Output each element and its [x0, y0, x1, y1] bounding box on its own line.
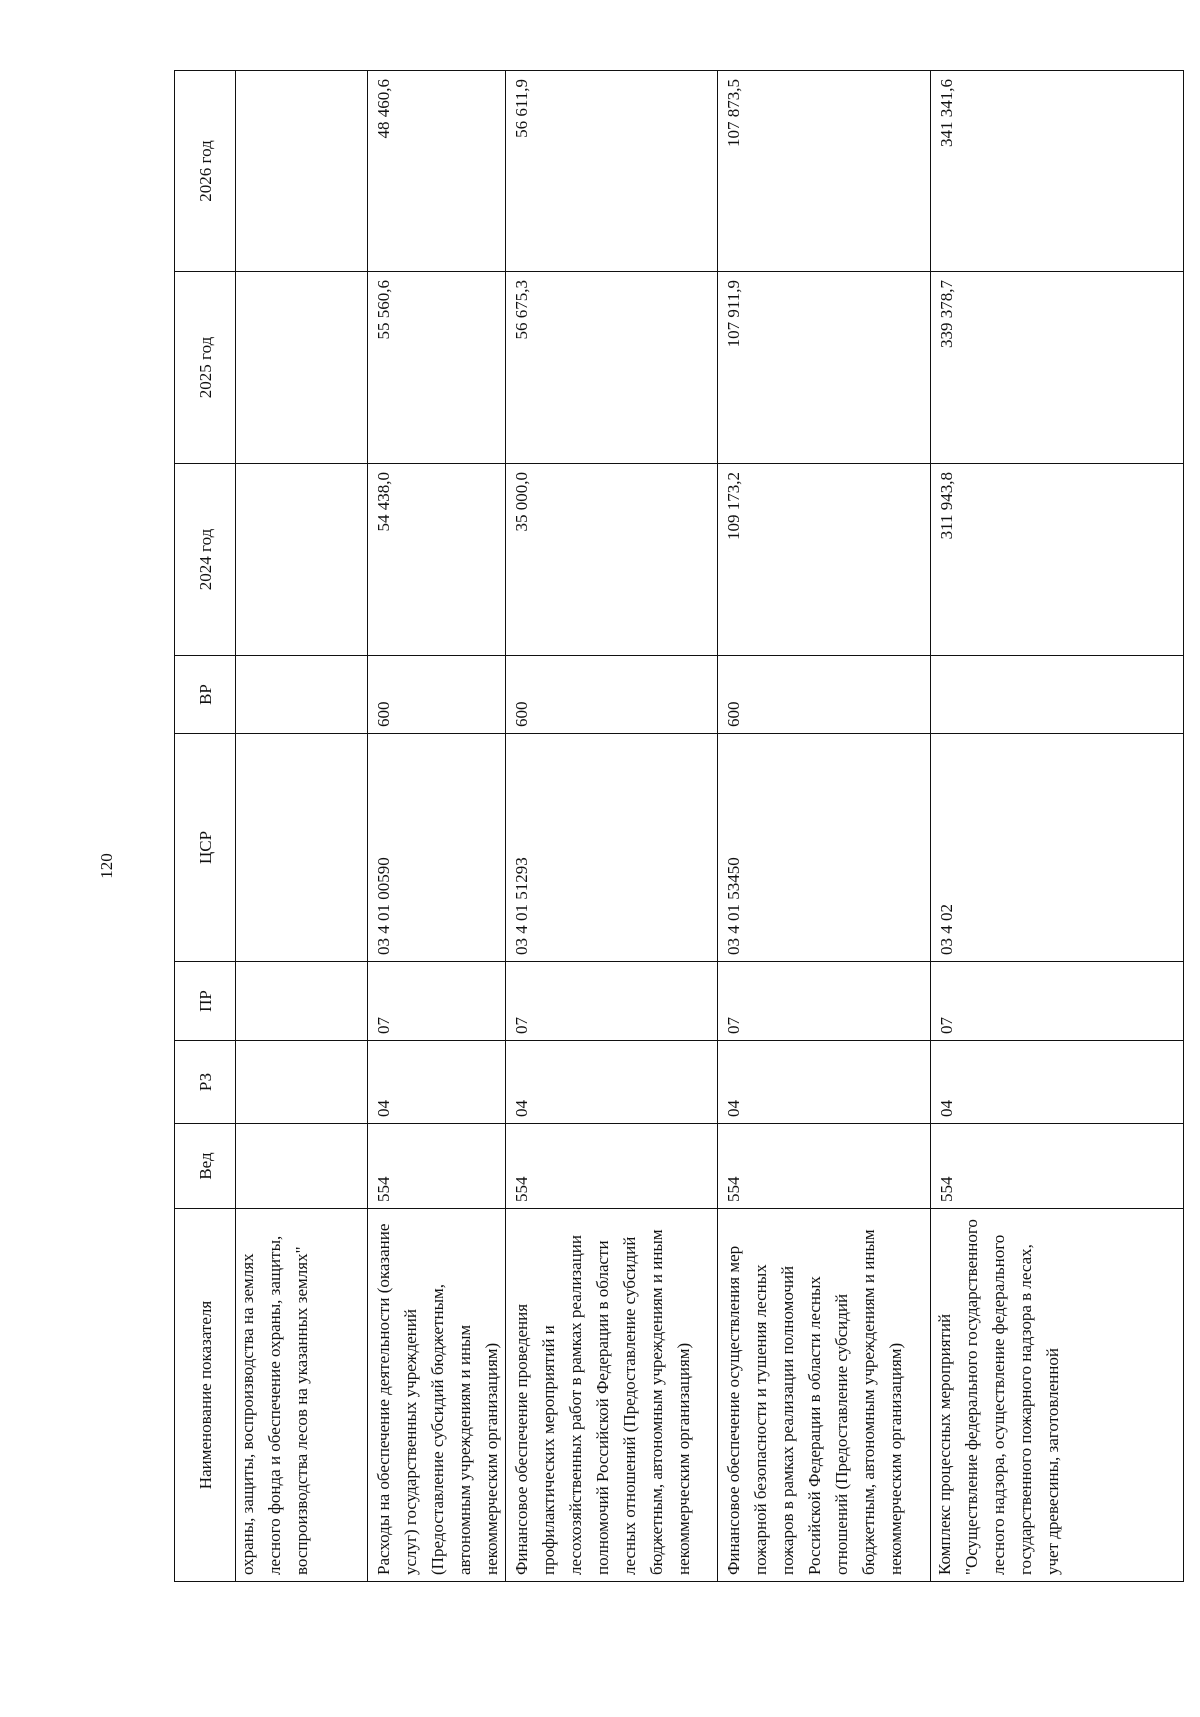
table-row	[930, 71, 1183, 1582]
header-csr: ЦСР	[175, 734, 236, 962]
cell-name: Финансовое обеспечение проведения профилактических мероприятий и лесохозяйственных работ в рамках реализации полномочий Российской Федерации в области лесных отношений (Предоставление субсидий бюджетным, автономным учреждениям и иным некоммерческим организациям)	[506, 1209, 718, 1582]
cell-name: Финансовое обеспечение осуществления мер пожарной безопасности и тушения лесных пожаров в рамках реализации полномочий Российской Федерации в области лесных отношений (Предоставление субсидий бюджетным, автономным учреждениям и иным некоммерческим организациям)	[718, 1209, 930, 1582]
cell-vr: 600	[506, 656, 718, 734]
cell-2024: 311 943,8	[930, 464, 1183, 656]
header-2025: 2025 год	[175, 272, 236, 464]
cell-rz: 04	[718, 1041, 930, 1124]
header-2024: 2024 год	[175, 464, 236, 656]
cell-ved: 554	[718, 1124, 930, 1209]
header-2026: 2026 год	[175, 71, 236, 272]
cell-name-text: Комплекс процессных мероприятий "Осуществление федерального государственного лесного надзора, осуществление федерального государственного пожарного надзора в лесах, учет древесины, заготовленной	[934, 1219, 1062, 1575]
cell-vr: 600	[718, 656, 930, 734]
cell-vr	[236, 656, 368, 734]
cell-rz: 04	[368, 1041, 506, 1124]
header-ved: Вед	[175, 1124, 236, 1209]
header-pr: ПР	[175, 962, 236, 1041]
cell-csr: 03 4 02	[930, 734, 1183, 962]
cell-vr	[930, 656, 1183, 734]
cell-csr: 03 4 01 00590	[368, 734, 506, 962]
cell-ved: 554	[930, 1124, 1183, 1209]
cell-rz: 04	[930, 1041, 1183, 1124]
cell-2025	[236, 272, 368, 464]
table-row	[236, 71, 368, 1582]
table-row	[506, 71, 718, 1582]
cell-2025: 107 911,9	[718, 272, 930, 464]
cell-csr	[236, 734, 368, 962]
cell-pr	[236, 962, 368, 1041]
table-row	[368, 71, 506, 1582]
cell-2026: 56 611,9	[506, 71, 718, 272]
cell-rz: 04	[506, 1041, 718, 1124]
cell-pr: 07	[718, 962, 930, 1041]
cell-pr: 07	[930, 962, 1183, 1041]
table-header-row	[175, 71, 236, 1582]
cell-2024: 109 173,2	[718, 464, 930, 656]
header-rz: РЗ	[175, 1041, 236, 1124]
cell-pr: 07	[368, 962, 506, 1041]
cell-ved	[236, 1124, 368, 1209]
cell-2024: 35 000,0	[506, 464, 718, 656]
cell-2026: 107 873,5	[718, 71, 930, 272]
cell-2024	[236, 464, 368, 656]
cell-2025: 56 675,3	[506, 272, 718, 464]
cell-2026: 341 341,6	[930, 71, 1183, 272]
cell-vr: 600	[368, 656, 506, 734]
table-row	[718, 71, 930, 1582]
cell-name	[236, 1209, 368, 1582]
cell-2024: 54 438,0	[368, 464, 506, 656]
cell-name: Расходы на обеспечение деятельности (оказание услуг) государственных учреждений (Предоставление субсидий бюджетным, автономным учреждениям и иным некоммерческим организациям)	[368, 1209, 506, 1582]
cell-ved: 554	[506, 1124, 718, 1209]
cell-name	[930, 1209, 1183, 1582]
budget-table-container	[174, 79, 1184, 1582]
header-name: Наименование показателя	[175, 1209, 236, 1582]
cell-2026	[236, 71, 368, 272]
page-number: 120	[97, 853, 116, 879]
cell-name-text: охраны, защиты, воспроизводства на землях лесного фонда и обеспечение охраны, защиты, воспроизводства лесов на указанных землях"	[238, 1235, 311, 1575]
cell-2026: 48 460,6	[368, 71, 506, 272]
cell-csr: 03 4 01 51293	[506, 734, 718, 962]
budget-table	[174, 70, 1184, 1582]
cell-2025: 55 560,6	[368, 272, 506, 464]
cell-csr: 03 4 01 53450	[718, 734, 930, 962]
header-vr: ВР	[175, 656, 236, 734]
cell-pr: 07	[506, 962, 718, 1041]
cell-2025: 339 378,7	[930, 272, 1183, 464]
cell-rz	[236, 1041, 368, 1124]
cell-ved: 554	[368, 1124, 506, 1209]
